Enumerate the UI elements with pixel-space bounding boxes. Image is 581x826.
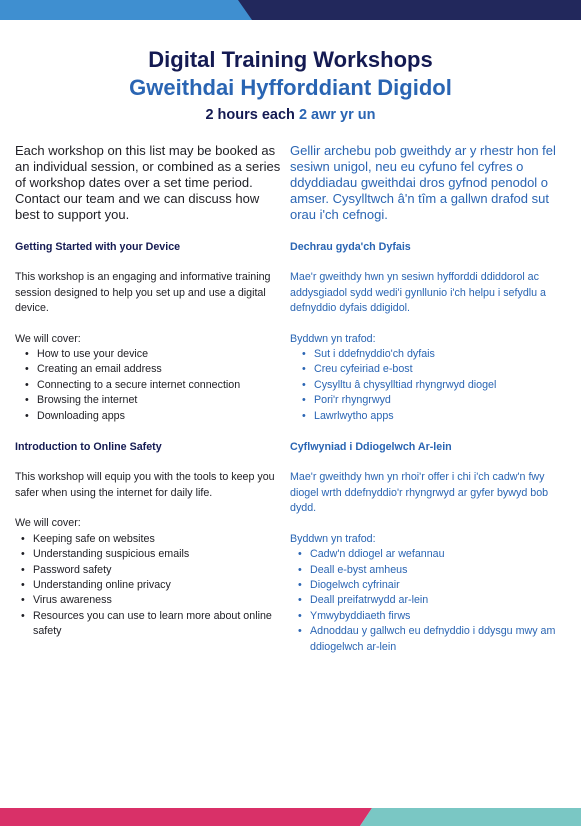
welsh-column xyxy=(290,143,574,655)
section-description-english: This workshop will equip you with the tools to keep you safer when using the internet for daily life. xyxy=(15,471,275,499)
topic-list-welsh xyxy=(290,547,574,655)
list-item: • Creu cyfeiriad e-bost xyxy=(314,362,574,377)
duration-english: 2 hours each xyxy=(205,107,295,123)
cover-label-english: We will cover: xyxy=(15,332,81,345)
list-item: • Sut i ddefnyddio'ch dyfais xyxy=(314,347,574,362)
section-description-welsh: Mae'r gweithdy hwn yn sesiwn hyfforddi ddiddorol ac addysgiadol sydd wedi'i gynllunio i'ch helpu i sefydlu a defnyddio dyfais ddigidol. xyxy=(290,271,546,315)
list-item: • How to use your device xyxy=(37,347,283,362)
list-item: • Understanding online privacy xyxy=(33,578,283,593)
page-title-welsh: Gweithdai Hyfforddiant Digidol xyxy=(129,75,452,100)
section-description-welsh: Mae'r gweithdy hwn yn rhoi'r offer i chi i'ch cadw'n fwy diogel wrth ddefnyddio'r rhyngrwyd ar gyfer bywyd bob dydd. xyxy=(290,471,549,515)
list-item: • Cysylltu â chysylltiad rhyngrwyd diogel xyxy=(314,378,574,393)
english-column xyxy=(15,143,283,640)
list-item: • Browsing the internet xyxy=(37,393,283,408)
list-item: • Deall e-byst amheus xyxy=(310,563,574,578)
page-title-english: Digital Training Workshops xyxy=(148,47,433,72)
duration-line xyxy=(0,104,581,126)
list-item: • Password safety xyxy=(33,563,283,578)
list-item: • Adnoddau y gallwch eu defnyddio i ddysgu mwy am ddiogelwch ar-lein xyxy=(310,624,574,655)
section-description-english: This workshop is an engaging and informative training session designed to help you set up and use a digital device. xyxy=(15,271,271,315)
intro-paragraph-welsh: Gellir archebu pob gweithdy ar y rhestr hon fel sesiwn unigol, neu eu cyfuno fel cyfres o ddyddiadau gweithdai dros gyfnod penodol o amser. Cysylltwch â'n tîm a gallwn drafod sut orau i'ch cefnogi. xyxy=(290,143,556,222)
list-item: • Keeping safe on websites xyxy=(33,532,283,547)
section-heading-welsh: Cyflwyniad i Ddiogelwch Ar-lein xyxy=(290,441,452,454)
section-heading-english: Getting Started with your Device xyxy=(15,241,181,253)
list-item: • Understanding suspicious emails xyxy=(33,547,283,562)
cover-label-english: We will cover: xyxy=(15,517,81,530)
list-item: • Virus awareness xyxy=(33,593,283,608)
intro-paragraph-english: Each workshop on this list may be booked as an individual session, or combined as a series of workshop dates over a set time period. Contact our team and we can discuss how best to support you. xyxy=(15,143,281,222)
cover-label-welsh: Byddwn yn trafod: xyxy=(290,532,376,545)
section-heading-welsh: Dechrau gyda'ch Dyfais xyxy=(290,241,411,253)
top-decorative-band xyxy=(0,0,581,20)
list-item: • Resources you can use to learn more about online safety xyxy=(33,609,283,640)
duration-welsh: 2 awr yr un xyxy=(298,107,376,123)
section-heading-english: Introduction to Online Safety xyxy=(15,441,162,454)
list-item: • Deall preifatrwydd ar-lein xyxy=(310,593,574,608)
list-item: • Downloading apps xyxy=(37,409,283,424)
topic-list-welsh xyxy=(290,347,574,424)
title-block xyxy=(0,46,581,126)
list-item: • Creating an email address xyxy=(37,362,283,377)
list-item: • Lawrlwytho apps xyxy=(314,409,574,424)
list-item: • Pori'r rhyngrwyd xyxy=(314,393,574,408)
topic-list-english xyxy=(15,532,283,640)
list-item: • Diogelwch cyfrinair xyxy=(310,578,574,593)
list-item: • Connecting to a secure internet connection xyxy=(37,378,283,393)
topic-list-english xyxy=(15,347,283,424)
list-item: • Ymwybyddiaeth firws xyxy=(310,609,574,624)
bottom-decorative-band xyxy=(0,808,581,826)
cover-label-welsh: Byddwn yn trafod: xyxy=(290,332,376,345)
list-item: • Cadw'n ddiogel ar wefannau xyxy=(310,547,574,562)
